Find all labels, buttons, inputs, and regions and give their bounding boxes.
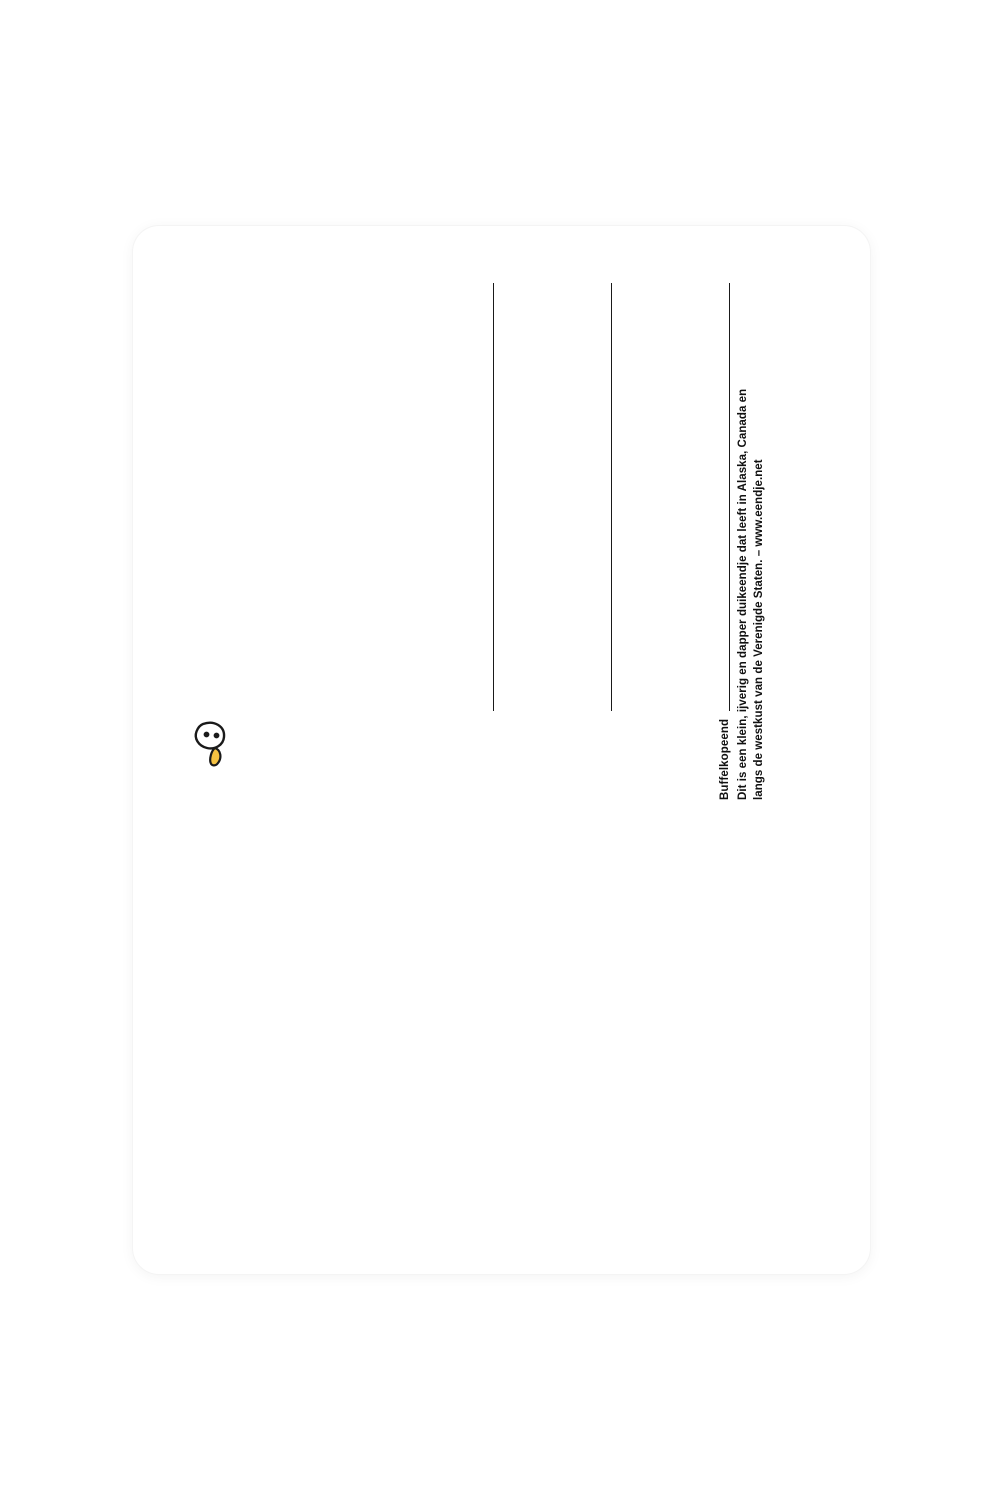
caption-body: Dit is een klein, ijverig en dapper duikeendje dat leeft in Alaska, Canada en langs de westkust van de Verenigde Staten. – www.eendje.net: [736, 388, 765, 800]
address-line-2: [611, 283, 612, 711]
address-lines-group: [493, 283, 738, 711]
address-line-1: [493, 283, 494, 711]
caption-block: [718, 380, 778, 800]
postcard: [133, 226, 870, 1274]
caption-title: Buffelkopeend: [719, 718, 731, 800]
duck-head-icon: [187, 718, 241, 774]
